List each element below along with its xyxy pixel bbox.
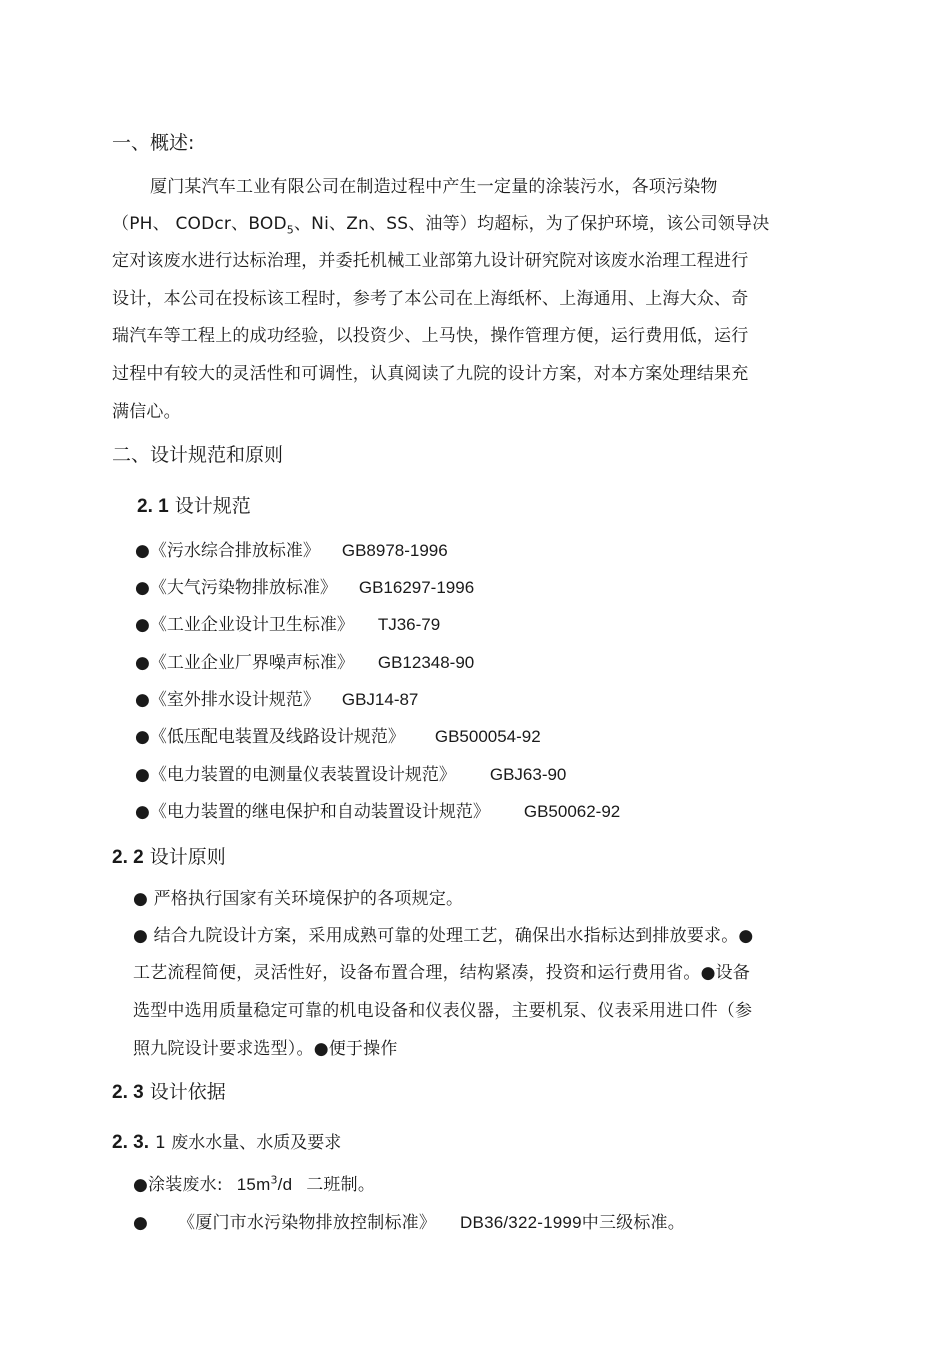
paragraph-line-3: 定对该废水进行达标治理，并委托机械工业部第九设计研究院对该废水治理工程进行: [112, 251, 749, 271]
section-1-heading: 一、概述:: [112, 132, 195, 154]
subsection-2-2-number: 2. 2: [112, 847, 144, 868]
standard-item: [135, 573, 474, 598]
subsection-2-3-1-number: 2. 3.: [112, 1132, 149, 1153]
subsection-2-3-1-heading: [112, 1128, 341, 1154]
discharge-standard-line: [133, 1208, 685, 1233]
water-unit: /d: [277, 1175, 293, 1194]
principle-line-1: ● 严格执行国家有关环境保护的各项规定。: [133, 889, 464, 909]
subsection-2-1-number: 2. 1: [137, 496, 169, 517]
standard-item: [135, 722, 541, 747]
water-volume-line: [133, 1170, 375, 1195]
bod-subscript: 5: [286, 223, 294, 237]
subsection-2-3-number: 2. 3: [112, 1082, 144, 1103]
bullet-icon: ●: [135, 727, 150, 747]
paragraph-line-4: 设计，本公司在投标该工程时，参考了本公司在上海纸杯、上海通用、上海大众、奇: [112, 289, 749, 309]
water-note: 二班制。: [306, 1175, 376, 1195]
standard-name: 《污水综合排放标准》: [149, 541, 320, 561]
standard-code: GBJ63-90: [489, 765, 567, 784]
discharge-standard-name: 《厦门市水污染物排放控制标准》: [178, 1213, 437, 1233]
water-value: 15m: [236, 1175, 271, 1194]
paragraph-line-7: 满信心。: [112, 402, 181, 422]
standard-item: [135, 610, 440, 635]
paragraph-line-2-start: （PH、 CODcr、BOD: [112, 214, 287, 234]
paragraph-line-5: 瑞汽车等工程上的成功经验，以投资少、上马快，操作管理方便，运行费用低，运行: [112, 326, 749, 346]
standard-name: 《工业企业厂界噪声标准》: [149, 653, 354, 673]
water-unit-sup: 3: [270, 1173, 278, 1187]
bullet-icon: ●: [135, 578, 150, 598]
standard-name: 《电力装置的电测量仪表装置设计规范》: [149, 765, 456, 785]
discharge-standard-code: DB36/322-1999: [460, 1213, 582, 1232]
water-label: ●涂装废水:: [133, 1175, 223, 1195]
standard-code: GB16297-1996: [358, 578, 475, 597]
standard-item: [135, 760, 566, 785]
standard-code: GBJ14-87: [341, 690, 419, 709]
discharge-standard-suffix: 中三级标准。: [581, 1213, 685, 1233]
subsection-2-3-title: 设计依据: [149, 1081, 226, 1103]
paragraph-line-1: 厦门某汽车工业有限公司在制造过程中产生一定量的涂装污水，各项污染物: [150, 177, 718, 197]
paragraph-line-2-rest: 、Ni、Zn、SS、油等）均超标，为了保护环境，该公司领导决: [293, 214, 770, 234]
bullet-icon: ●: [135, 615, 150, 635]
subsection-2-2-heading: [112, 842, 226, 869]
standard-code: GB500054-92: [434, 727, 541, 746]
subsection-2-1-title: 设计规范: [174, 495, 251, 517]
standard-name: 《低压配电装置及线路设计规范》: [149, 727, 405, 747]
bullet-icon: ●: [133, 1213, 149, 1233]
paragraph-line-2: [112, 209, 769, 236]
subsection-2-3-heading: [112, 1077, 226, 1104]
standard-name: 《大气污染物排放标准》: [149, 578, 337, 598]
subsection-2-3-1-title: 1 废水水量、水质及要求: [155, 1133, 342, 1153]
standard-name: 《电力装置的继电保护和自动装置设计规范》: [149, 802, 490, 822]
principle-line-3: 工艺流程简便，灵活性好，设备布置合理，结构紧凑，投资和运行费用省。●设备: [133, 963, 751, 983]
standard-item: [135, 648, 474, 673]
standard-name: 《工业企业设计卫生标准》: [149, 615, 354, 635]
standard-code: GB8978-1996: [341, 541, 448, 560]
bullet-icon: ●: [135, 653, 150, 673]
standard-code: TJ36-79: [377, 615, 441, 634]
bullet-icon: ●: [135, 690, 150, 710]
standard-code: GB12348-90: [377, 653, 475, 672]
paragraph-line-6: 过程中有较大的灵活性和可调性，认真阅读了九院的设计方案，对本方案处理结果充: [112, 364, 749, 384]
section-2-heading: 二、设计规范和原则: [112, 444, 284, 466]
subsection-2-1-heading: [137, 491, 251, 518]
standard-item: [135, 797, 620, 822]
bullet-icon: ●: [135, 765, 150, 785]
standard-item: [135, 536, 448, 561]
subsection-2-2-title: 设计原则: [149, 846, 226, 868]
principle-line-2: ● 结合九院设计方案，采用成熟可靠的处理工艺，确保出水指标达到排放要求。●: [133, 926, 754, 946]
bullet-icon: ●: [135, 541, 150, 561]
bullet-icon: ●: [135, 802, 150, 822]
standard-item: [135, 685, 418, 710]
principle-line-4: 选型中选用质量稳定可靠的机电设备和仪表仪器，主要机泵、仪表采用进口件（参: [133, 1001, 753, 1021]
standard-name: 《室外排水设计规范》: [149, 690, 320, 710]
standard-code: GB50062-92: [523, 802, 621, 821]
principle-line-5: 照九院设计要求选型）。●便于操作: [133, 1039, 398, 1059]
